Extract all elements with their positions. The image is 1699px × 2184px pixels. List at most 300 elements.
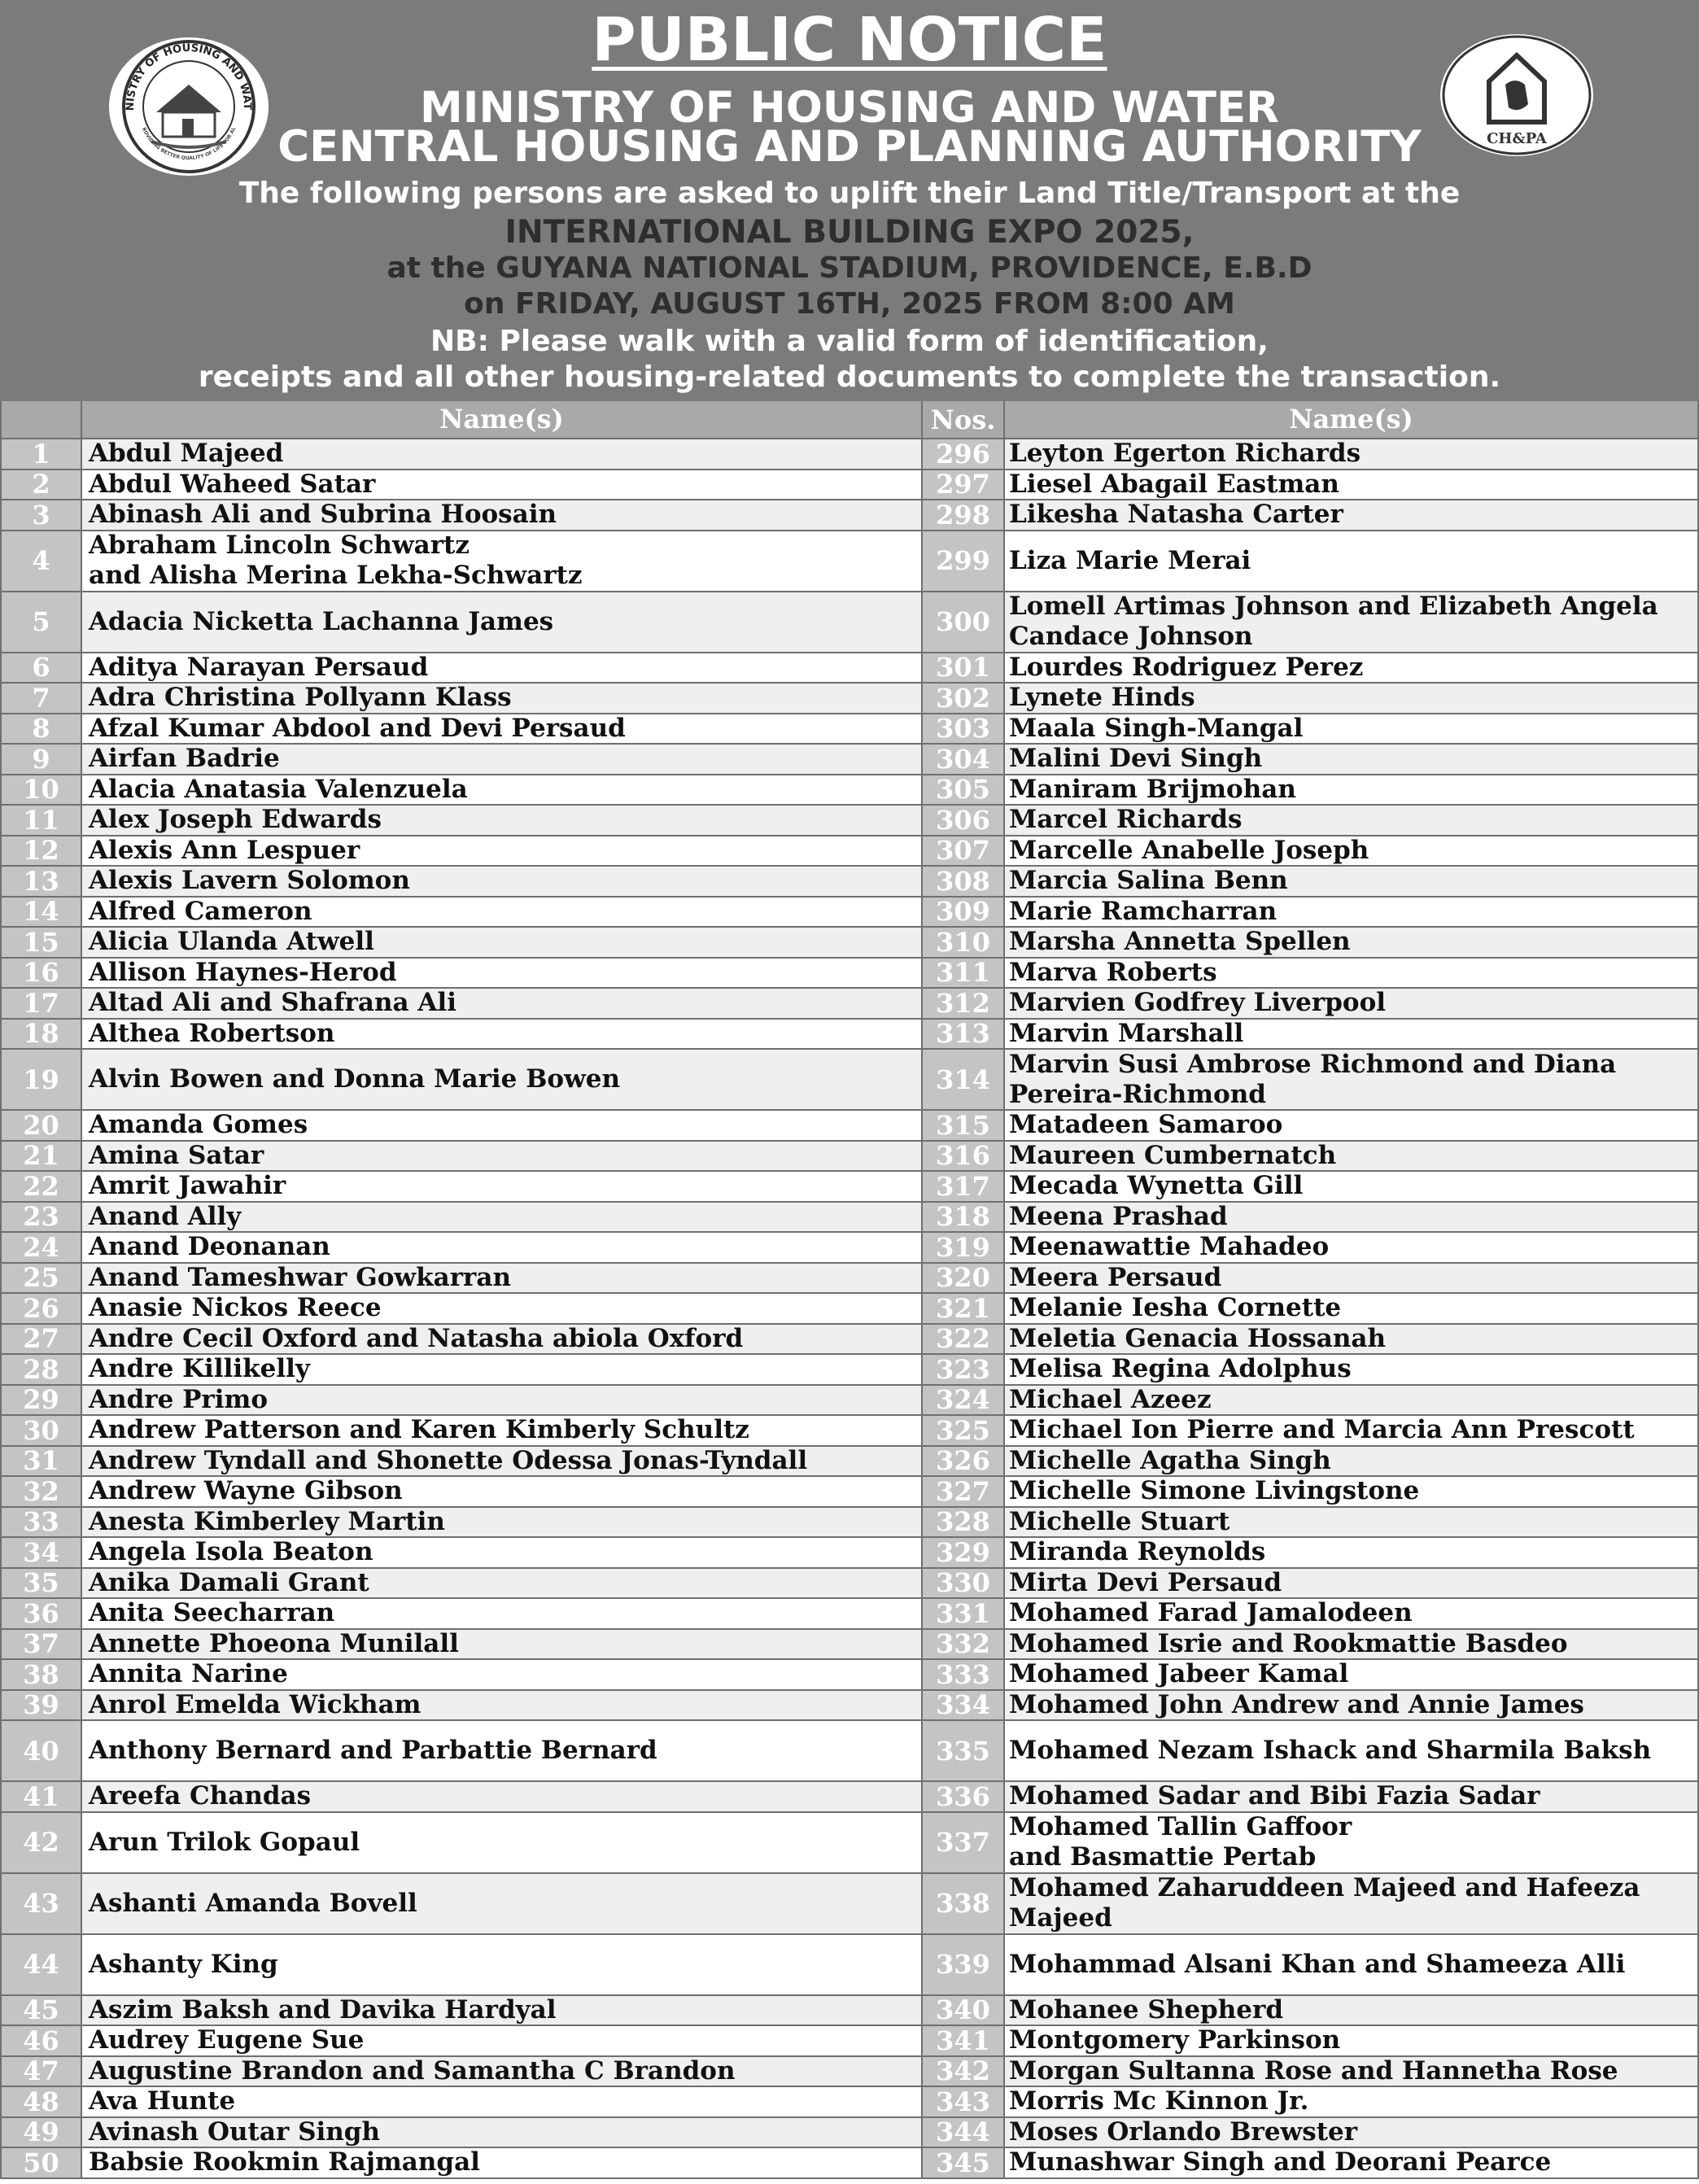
row-number-right	[923, 1050, 1005, 1111]
event-name: INTERNATIONAL BUILDING EXPO 2025,	[504, 214, 1195, 251]
row-number-right	[923, 1142, 1005, 1173]
row-name-right-text: Marva Roberts	[1009, 957, 1217, 987]
row-name-right	[1005, 989, 1699, 1020]
row-number-left-text: 32	[23, 1475, 59, 1507]
table-row	[0, 1172, 1699, 1203]
row-name-left	[82, 2026, 923, 2057]
row-number-left-text: 25	[23, 1262, 59, 1294]
row-number-left-text: 19	[23, 1064, 59, 1095]
row-name-right	[1005, 745, 1699, 775]
row-name-left	[82, 989, 923, 1020]
row-name-left	[82, 2118, 923, 2149]
row-name-left	[82, 1660, 923, 1691]
row-number-right	[923, 928, 1005, 959]
ministry-name: MINISTRY OF HOUSING AND WATER	[420, 83, 1279, 133]
row-name-right	[1005, 1203, 1699, 1234]
row-name-left-text: Abdul Majeed	[89, 439, 284, 469]
row-number-right-text: 332	[936, 1628, 990, 1660]
row-number-left-text: 24	[23, 1231, 59, 1263]
row-number-left-text: 29	[23, 1384, 59, 1416]
row-number-left-text: 37	[23, 1628, 59, 1660]
row-number-right	[923, 653, 1005, 684]
row-number-left	[0, 867, 82, 898]
row-name-right-text: Melanie Iesha Cornette	[1009, 1293, 1342, 1323]
row-name-left	[82, 1264, 923, 1295]
row-name-left	[82, 1325, 923, 1356]
row-name-left-text: Alexis Ann Lespuer	[89, 835, 360, 865]
row-number-left-text: 47	[23, 2055, 59, 2087]
row-name-right	[1005, 592, 1699, 653]
row-name-left	[82, 1142, 923, 1173]
table-row	[0, 775, 1699, 806]
table-row	[0, 1813, 1699, 1874]
row-name-right-text: Moses Orlando Brewster	[1009, 2116, 1358, 2147]
header-names-left: Name(s)	[82, 401, 923, 439]
names-table	[0, 401, 1699, 2184]
row-name-right-text: Marcia Salina Benn	[1009, 866, 1288, 896]
row-number-left	[0, 1111, 82, 1142]
row-name-right-text: Mohamed Farad Jamalodeen	[1009, 1598, 1413, 1628]
header-names-right: Name(s)	[1005, 401, 1699, 439]
row-name-left-text: Ashanty King	[89, 1949, 278, 1979]
row-name-right-text: Lynete Hinds	[1009, 683, 1195, 713]
row-name-left-text: Abinash Ali and Subrina Hoosain	[89, 500, 557, 530]
row-number-left	[0, 2026, 82, 2057]
row-number-left-text: 20	[23, 1109, 59, 1141]
row-name-left	[82, 653, 923, 684]
row-number-left	[0, 745, 82, 775]
row-number-right	[923, 959, 1005, 989]
row-number-left	[0, 836, 82, 867]
table-row	[0, 1233, 1699, 1264]
row-name-left	[82, 1203, 923, 1234]
row-name-right-text: Marie Ramcharran	[1009, 896, 1278, 926]
table-row	[0, 745, 1699, 775]
row-number-left-text: 30	[23, 1414, 59, 1446]
row-number-left-text: 31	[23, 1445, 59, 1477]
row-name-left-text: Adra Christina Pollyann Klass	[89, 683, 512, 713]
row-number-right-text: 324	[936, 1384, 990, 1416]
row-name-left-text: Anika Damali Grant	[89, 1567, 369, 1597]
row-number-right-text: 323	[936, 1353, 990, 1385]
row-number-left	[0, 1355, 82, 1386]
row-name-left	[82, 1172, 923, 1203]
row-name-left-text: Andre Cecil Oxford and Natasha abiola Oxford	[89, 1323, 744, 1353]
row-number-left-text: 13	[23, 865, 59, 897]
row-name-left-text: Babsie Rookmin Rajmangal	[89, 2147, 480, 2177]
row-number-left	[0, 1233, 82, 1264]
row-name-left	[82, 1691, 923, 1722]
row-number-right	[923, 1203, 1005, 1234]
row-name-right	[1005, 867, 1699, 898]
row-name-right-text: Mohammad Alsani Khan and Shameeza Alli	[1009, 1949, 1626, 1979]
table-row	[0, 1203, 1699, 1234]
row-number-left-text: 36	[23, 1597, 59, 1629]
row-number-right-text: 301	[936, 652, 990, 684]
row-name-left-text: Ashanti Amanda Bovell	[89, 1888, 417, 1918]
row-number-left	[0, 2087, 82, 2118]
row-number-left-text: 34	[23, 1536, 59, 1568]
row-number-right	[923, 806, 1005, 836]
row-number-left	[0, 1630, 82, 1661]
svg-text:MINISTRY OF HOUSING AND WATER: NISTRY OF HOUSING AND WAT	[124, 41, 254, 111]
row-name-left	[82, 1630, 923, 1661]
row-name-left-text: Alexis Lavern Solomon	[89, 866, 410, 896]
row-name-left	[82, 592, 923, 653]
row-name-right	[1005, 775, 1699, 806]
row-name-right-text: Liesel Abagail Eastman	[1009, 469, 1339, 499]
row-number-right	[923, 1172, 1005, 1203]
row-name-left	[82, 470, 923, 501]
row-number-right	[923, 1233, 1005, 1264]
row-number-right	[923, 684, 1005, 714]
row-number-right-text: 336	[936, 1780, 990, 1812]
row-name-right-text: Likesha Natasha Carter	[1009, 500, 1343, 530]
row-name-left-text: Areefa Chandas	[89, 1781, 312, 1811]
row-number-right-text: 296	[936, 438, 990, 470]
row-name-left-text: Avinash Outar Singh	[89, 2116, 380, 2147]
row-name-left	[82, 1386, 923, 1417]
row-name-right-text: Mohamed John Andrew and Annie James	[1009, 1689, 1584, 1719]
row-number-left-text: 33	[23, 1506, 59, 1538]
table-row	[0, 1050, 1699, 1111]
row-number-right	[923, 1325, 1005, 1356]
row-number-right	[923, 2026, 1005, 2057]
row-name-left	[82, 1111, 923, 1142]
row-name-left	[82, 745, 923, 775]
row-name-right	[1005, 2026, 1699, 2057]
row-number-left-text: 15	[23, 926, 59, 958]
row-number-left-text: 27	[23, 1323, 59, 1355]
table-row	[0, 684, 1699, 714]
row-number-left-text: 23	[23, 1201, 59, 1233]
table-row	[0, 1874, 1699, 1935]
row-number-left-text: 40	[23, 1735, 59, 1767]
table-row	[0, 1660, 1699, 1691]
row-number-left	[0, 1386, 82, 1417]
row-name-left	[82, 836, 923, 867]
table-row	[0, 806, 1699, 836]
row-name-left-text: Amina Satar	[89, 1140, 264, 1170]
row-number-right	[923, 1477, 1005, 1508]
table-row	[0, 1630, 1699, 1661]
row-name-right	[1005, 1172, 1699, 1203]
table-row	[0, 2148, 1699, 2179]
table-row	[0, 2118, 1699, 2149]
row-name-right	[1005, 1355, 1699, 1386]
row-number-left-text: 16	[23, 957, 59, 989]
row-number-left-text: 38	[23, 1658, 59, 1690]
row-name-left-text: Alacia Anatasia Valenzuela	[89, 774, 468, 804]
row-name-left-text: Anesta Kimberley Martin	[89, 1506, 445, 1536]
row-name-right-text: Meera Persaud	[1009, 1262, 1222, 1292]
row-name-left-text: Althea Robertson	[89, 1018, 335, 1048]
table-row	[0, 1264, 1699, 1295]
row-name-left-text: Abraham Lincoln Schwartz and Alisha Merina Lekha-Schwartz	[89, 531, 583, 590]
row-number-right	[923, 775, 1005, 806]
row-number-left	[0, 470, 82, 501]
table-row	[0, 470, 1699, 501]
row-number-right-text: 321	[936, 1292, 990, 1324]
row-name-left	[82, 1813, 923, 1874]
row-name-right-text: Liza Marie Merai	[1009, 545, 1251, 575]
row-name-right-text: Marvien Godfrey Liverpool	[1009, 988, 1387, 1018]
row-number-left	[0, 1691, 82, 1722]
row-number-right-text: 308	[936, 865, 990, 897]
row-name-right-text: Michelle Simone Livingstone	[1009, 1476, 1420, 1506]
documents-note: receipts and all other housing-related documents to complete the transaction.	[198, 360, 1501, 394]
row-number-right	[923, 2118, 1005, 2149]
row-number-right-text: 318	[936, 1201, 990, 1233]
row-number-right-text: 326	[936, 1445, 990, 1477]
row-number-right-text: 328	[936, 1506, 990, 1538]
row-name-right	[1005, 1508, 1699, 1539]
table-row	[0, 989, 1699, 1020]
row-name-right	[1005, 1721, 1699, 1782]
row-name-left-text: Andre Primo	[89, 1384, 269, 1414]
row-number-left	[0, 1935, 82, 1996]
row-number-right-text: 309	[936, 896, 990, 928]
row-number-left	[0, 1172, 82, 1203]
row-number-right	[923, 989, 1005, 1020]
row-number-right-text: 315	[936, 1109, 990, 1141]
row-name-left	[82, 1477, 923, 1508]
table-row	[0, 1355, 1699, 1386]
row-number-right	[923, 1782, 1005, 1813]
row-number-left-text: 28	[23, 1353, 59, 1385]
row-name-left	[82, 1355, 923, 1386]
row-number-right	[923, 500, 1005, 531]
table-row	[0, 2057, 1699, 2088]
row-number-left	[0, 928, 82, 959]
row-name-right	[1005, 806, 1699, 836]
row-number-left-text: 10	[23, 774, 59, 806]
row-name-left-text: Angela Isola Beaton	[89, 1537, 373, 1567]
row-number-right-text: 311	[936, 957, 990, 989]
row-number-right-text: 343	[936, 2086, 990, 2117]
row-number-left	[0, 1599, 82, 1630]
row-number-right-text: 333	[936, 1658, 990, 1690]
row-number-right-text: 341	[936, 2025, 990, 2056]
row-number-right	[923, 1599, 1005, 1630]
table-row	[0, 898, 1699, 928]
row-name-right-text: Matadeen Samaroo	[1009, 1110, 1283, 1140]
row-name-left	[82, 2148, 923, 2179]
row-number-right-text: 319	[936, 1231, 990, 1263]
table-row	[0, 1416, 1699, 1447]
row-name-right	[1005, 836, 1699, 867]
table-row	[0, 1020, 1699, 1051]
row-number-right-text: 298	[936, 499, 990, 531]
row-number-left-text: 3	[32, 499, 50, 531]
row-number-right-text: 307	[936, 835, 990, 867]
row-name-right	[1005, 1874, 1699, 1935]
row-number-left-text: 4	[32, 545, 50, 576]
row-number-right	[923, 1508, 1005, 1539]
row-name-left	[82, 714, 923, 745]
row-name-right-text: Mohamed Tallin Gaffoor and Basmattie Pertab	[1009, 1812, 1352, 1872]
row-name-right-text: Mohamed Nezam Ishack and Sharmila Baksh	[1009, 1736, 1652, 1765]
row-number-left	[0, 1447, 82, 1478]
row-name-right-text: Mecada Wynetta Gill	[1009, 1171, 1304, 1201]
row-name-left-text: Amanda Gomes	[89, 1110, 308, 1140]
row-name-right-text: Miranda Reynolds	[1009, 1537, 1266, 1567]
row-name-right	[1005, 500, 1699, 531]
row-name-left-text: Afzal Kumar Abdool and Devi Persaud	[89, 713, 626, 743]
row-number-right-text: 306	[936, 804, 990, 836]
nb-note	[0, 327, 1699, 356]
row-name-left-text: Anasie Nickos Reece	[89, 1293, 382, 1323]
row-name-left	[82, 867, 923, 898]
row-number-left	[0, 2148, 82, 2179]
row-number-left-text: 22	[23, 1170, 59, 1202]
row-name-right-text: Maala Singh-Mangal	[1009, 713, 1304, 743]
row-name-left-text: Alvin Bowen and Donna Marie Bowen	[89, 1064, 621, 1094]
row-name-left-text: Anand Tameshwar Gowkarran	[89, 1262, 511, 1292]
row-name-left	[82, 898, 923, 928]
row-number-left-text: 11	[23, 804, 59, 836]
row-number-right-text: 300	[936, 606, 990, 637]
row-name-right-text: Melisa Regina Adolphus	[1009, 1354, 1352, 1384]
row-number-left-text: 18	[23, 1018, 59, 1050]
nb-text: Please walk with a valid form of identification,	[488, 325, 1269, 358]
row-name-left-text: Arun Trilok Gopaul	[89, 1827, 360, 1857]
table-row	[0, 2087, 1699, 2118]
row-number-right	[923, 1264, 1005, 1295]
row-number-right-text: 330	[936, 1567, 990, 1599]
row-name-right	[1005, 531, 1699, 592]
row-number-left	[0, 500, 82, 531]
row-name-right-text: Mirta Devi Persaud	[1009, 1567, 1282, 1597]
row-number-left	[0, 1020, 82, 1051]
row-name-right	[1005, 1264, 1699, 1295]
row-name-left	[82, 1020, 923, 1051]
row-number-left	[0, 1813, 82, 1874]
row-name-right	[1005, 1050, 1699, 1111]
svg-text:PROVIDING BETTER QUALITY OF LI: ROVIDING BETTER QUALITY OF LIFE FOR AL	[140, 126, 238, 162]
row-number-left	[0, 1477, 82, 1508]
row-number-right-text: 303	[936, 713, 990, 745]
row-name-right-text: Morris Mc Kinnon Jr.	[1009, 2086, 1309, 2116]
row-name-right-text: Meena Prashad	[1009, 1201, 1228, 1231]
authority-name: CENTRAL HOUSING AND PLANNING AUTHORITY	[277, 122, 1422, 172]
row-name-left	[82, 1447, 923, 1478]
nb-label: NB:	[430, 325, 489, 358]
row-name-left-text: Ava Hunte	[89, 2086, 236, 2116]
row-number-right	[923, 1874, 1005, 1935]
row-number-right	[923, 714, 1005, 745]
row-number-left	[0, 1538, 82, 1569]
table-row	[0, 592, 1699, 653]
row-name-right	[1005, 1142, 1699, 1173]
row-number-left	[0, 1050, 82, 1111]
row-number-left-text: 49	[23, 2116, 59, 2148]
row-name-right-text: Michael Ion Pierre and Marcia Ann Prescott	[1009, 1415, 1635, 1445]
row-number-right-text: 312	[936, 987, 990, 1019]
row-number-left-text: 5	[32, 606, 50, 637]
event-venue: at the GUYANA NATIONAL STADIUM, PROVIDENCE, E.B.D	[387, 251, 1312, 285]
row-number-right-text: 344	[936, 2116, 990, 2148]
row-number-right	[923, 1538, 1005, 1569]
row-number-right-text: 310	[936, 926, 990, 958]
row-number-left-text: 12	[23, 835, 59, 867]
row-number-left	[0, 959, 82, 989]
row-name-right-text: Mohanee Shepherd	[1009, 1994, 1283, 2025]
row-number-left	[0, 1508, 82, 1539]
row-name-left	[82, 806, 923, 836]
row-name-right	[1005, 653, 1699, 684]
row-number-left-text: 6	[32, 652, 50, 684]
row-number-right	[923, 745, 1005, 775]
row-name-left-text: Altad Ali and Shafrana Ali	[89, 988, 456, 1018]
row-number-right	[923, 1721, 1005, 1782]
row-number-right	[923, 531, 1005, 592]
row-name-left-text: Adacia Nicketta Lachanna James	[89, 606, 554, 636]
row-number-left-text: 41	[23, 1780, 59, 1812]
row-number-right-text: 338	[936, 1888, 990, 1919]
row-number-right-text: 339	[936, 1949, 990, 1980]
row-number-right	[923, 1111, 1005, 1142]
row-number-left	[0, 1660, 82, 1691]
row-number-right-text: 342	[936, 2055, 990, 2087]
row-name-left-text: Anrol Emelda Wickham	[89, 1689, 421, 1719]
row-name-left-text: Allison Haynes-Herod	[89, 957, 397, 987]
table-row	[0, 1599, 1699, 1630]
row-number-right-text: 320	[936, 1262, 990, 1294]
row-number-right-text: 335	[936, 1735, 990, 1767]
row-name-right-text: Maniram Brijmohan	[1009, 774, 1296, 804]
header-no-left	[0, 401, 82, 439]
row-name-left	[82, 1233, 923, 1264]
row-name-right	[1005, 1111, 1699, 1142]
row-name-right	[1005, 928, 1699, 959]
row-number-right-text: 313	[936, 1018, 990, 1050]
row-number-right	[923, 836, 1005, 867]
row-name-left-text: Annita Narine	[89, 1659, 288, 1689]
row-number-right-text: 334	[936, 1689, 990, 1721]
row-number-right	[923, 1294, 1005, 1325]
row-number-right	[923, 1416, 1005, 1447]
row-name-left-text: Annette Phoeona Munilall	[89, 1628, 459, 1658]
row-name-left	[82, 2057, 923, 2088]
table-row	[0, 1325, 1699, 1356]
row-name-left	[82, 1294, 923, 1325]
row-number-left-text: 50	[23, 2147, 59, 2178]
row-number-left-text: 39	[23, 1689, 59, 1721]
row-number-left	[0, 1782, 82, 1813]
table-row	[0, 1508, 1699, 1539]
row-name-right-text: Lomell Artimas Johnson and Elizabeth Angela Candace Johnson	[1009, 592, 1658, 651]
row-name-right	[1005, 1813, 1699, 1874]
row-name-left-text: Aszim Baksh and Davika Hardyal	[89, 1994, 557, 2025]
row-name-right-text: Lourdes Rodriguez Perez	[1009, 652, 1364, 682]
row-number-left	[0, 989, 82, 1020]
row-number-right-text: 327	[936, 1475, 990, 1507]
row-number-right-text: 304	[936, 743, 990, 775]
row-number-right-text: 322	[936, 1323, 990, 1355]
row-number-left	[0, 653, 82, 684]
row-number-right-text: 329	[936, 1536, 990, 1568]
row-name-left	[82, 531, 923, 592]
row-name-right-text: Michael Azeez	[1009, 1384, 1212, 1414]
row-number-left-text: 43	[23, 1888, 59, 1919]
row-number-left-text: 8	[32, 713, 50, 745]
row-number-right-text: 299	[936, 545, 990, 576]
row-name-left	[82, 1050, 923, 1111]
row-name-right-text: Meletia Genacia Hossanah	[1009, 1323, 1386, 1353]
row-name-right	[1005, 1996, 1699, 2027]
row-number-left-text: 45	[23, 1994, 59, 2026]
